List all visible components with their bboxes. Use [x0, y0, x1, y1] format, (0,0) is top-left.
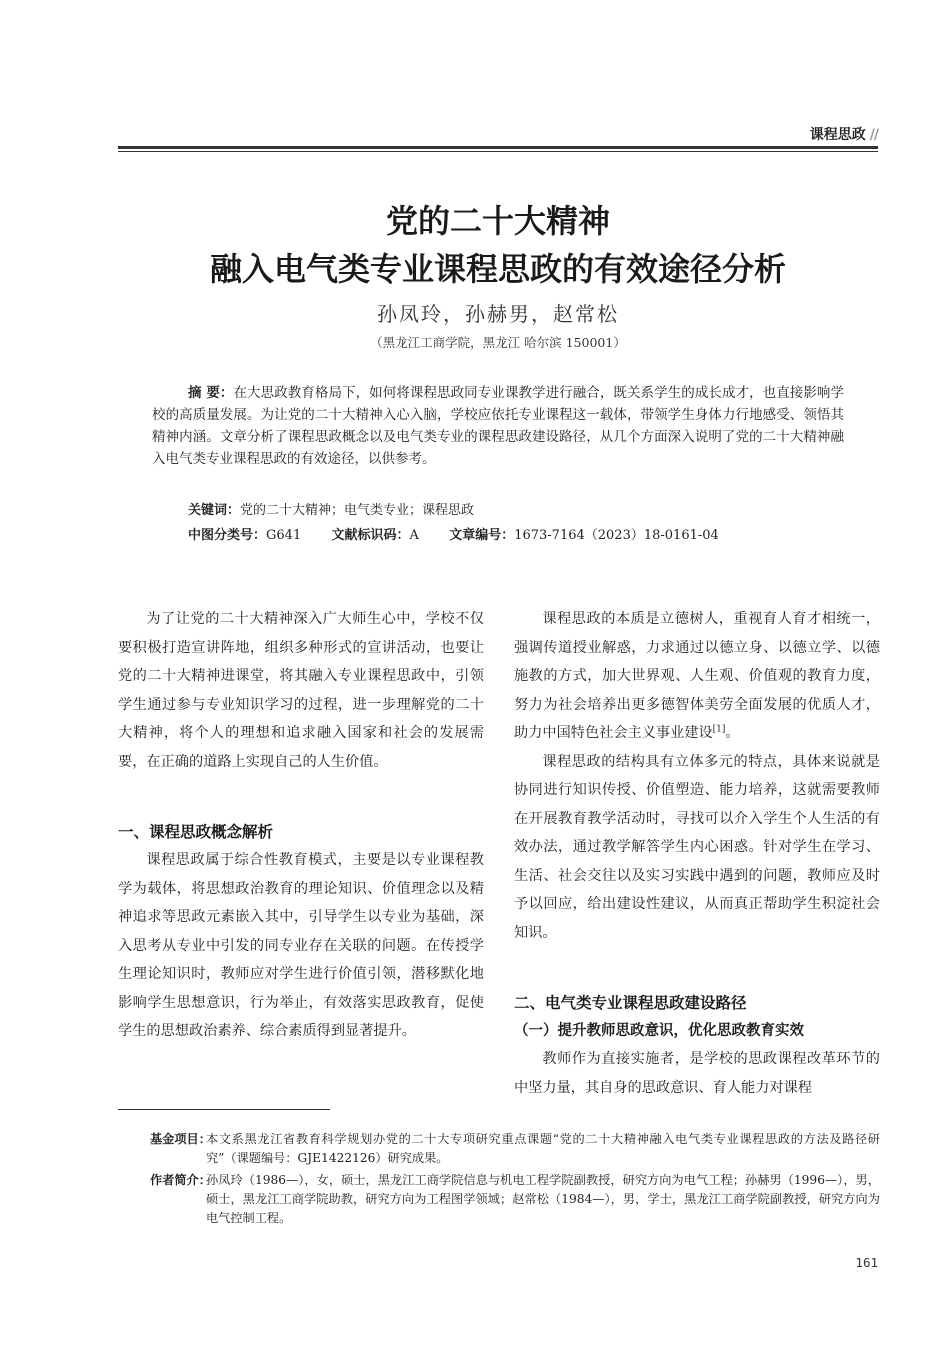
paragraph-end: 。 — [725, 725, 740, 741]
author-bio-label: 作者简介： — [150, 1173, 211, 1187]
clc-value: G641 — [266, 528, 302, 543]
header-rule-thick — [118, 146, 878, 149]
journal-section-tag — [810, 124, 878, 144]
page-number: 161 — [855, 1255, 878, 1270]
section-heading-1: 一、课程思政概念解析 — [118, 823, 274, 841]
footnote-author — [150, 1171, 880, 1228]
paragraph: 课程思政属于综合性教育模式，主要是以专业课程教学为载体，将思想政治教育的理论知识、价值理念以及精神追求等思政元素嵌入其中，引导学生以专业为基础，深入思考从专业中引发的同专业存在关联的问题。在传授学生理论知识时，教师应对学生进行价值引领，潜移默化地影响学生思想意识，行为举止，有效落实思政教育，促使学生的思想政治素养、综合素质得到显著提升。 — [118, 852, 484, 1039]
fund-label: 基金项目： — [150, 1132, 211, 1146]
fund-text: 本文系黑龙江省教育科学规划办党的二十大专项研究重点课题“党的二十大精神融入电气类专业课程思政的方法及路径研究”（课题编号：GJE1422126）研究成果。 — [206, 1132, 880, 1165]
header-rule-thin — [118, 151, 878, 152]
paragraph: 为了让党的二十大精神深入广大师生心中，学校不仅要积极打造宣讲阵地，组织多种形式的宣讲活动，也要让党的二十大精神进课堂，将其融入专业课程思政中，引领学生通过参与专业知识学习的过程，进一步理解党的二十大精神，将个人的理想和追求融入国家和社会的发展需要，在正确的道路上实现自己的人生价值。 — [118, 611, 484, 770]
paragraph — [514, 605, 880, 748]
abstract — [152, 382, 844, 470]
section-slashes: // — [869, 127, 878, 143]
footnote-fund — [150, 1130, 880, 1168]
paragraph: 课程思政的结构具有立体多元的特点，具体来说就是协同进行知识传授、价值塑造、能力培养，这就需要教师在开展教育教学活动时，寻找可以介入学生个人生活的有效办法，通过教学解答学生内心困惑。针对学生在学习、生活、社会交往以及实习实践中遇到的问题，教师应及时予以回应，给出建设性建议，从而真正帮助学生积淀社会知识。 — [514, 753, 880, 941]
abstract-label: 摘 要： — [188, 385, 234, 401]
doc-code-label: 文献标识码： — [331, 528, 410, 543]
clc-label: 中图分类号： — [188, 528, 267, 543]
body-column-right — [514, 605, 880, 1102]
keywords-value: 党的二十大精神；电气类专业；课程思政 — [240, 503, 475, 518]
doc-code-value: A — [409, 528, 419, 543]
footnote-rule — [118, 1109, 330, 1110]
section-name: 课程思政 — [809, 127, 866, 143]
body-column-left — [118, 605, 484, 1046]
classification-line — [188, 524, 719, 543]
article-no-value: 1673-7164（2023）18-0161-04 — [514, 528, 719, 543]
author-bio-text: 孙凤玲（1986—），女，硕士，黑龙江工商学院信息与机电工程学院副教授，研究方向为电气工程；孙赫男（1996—），男，硕士，黑龙江工商学院助教，研究方向为工程图学领域；赵常松（1984—），男，学士，黑龙江工商学院副教授，研究方向为电气控制工程。 — [206, 1173, 880, 1225]
article-title-line1: 党的二十大精神 — [385, 202, 610, 240]
article-authors: 孙凤玲，孙赫男，赵常松 — [377, 302, 619, 326]
subsection-heading-1: （一）提升教师思政意识，优化思政教育实效 — [514, 1023, 804, 1039]
paragraph-text: 课程思政的本质是立德树人，重视育人育才相统一，强调传道授业解惑，力求通过以德立身、以德立学、以德施教的方式，加大世界观、人生观、价值观的教育力度，努力为社会培养出更多德智体美劳全面发展的优质人才，助力中国特色社会主义事业建设 — [514, 611, 880, 741]
keywords — [188, 499, 474, 518]
article-no-label: 文章编号： — [449, 528, 515, 543]
paragraph: 教师作为直接实施者，是学校的思政课程改革环节的中坚力量，其自身的思政意识、育人能力对课程 — [514, 1051, 880, 1096]
article-title-line2: 融入电气类专业课程思政的有效途径分析 — [209, 250, 786, 288]
article-affiliation: （黑龙江工商学院，黑龙江 哈尔滨 150001） — [370, 335, 626, 350]
abstract-text: 在大思政教育格局下，如何将课程思政同专业课教学进行融合，既关系学生的成长成才，也直接影响学校的高质量发展。为让党的二十大精神入心入脑，学校应依托专业课程这一载体，带领学生身体力行地感受、领悟其精神内涵。文章分析了课程思政概念以及电气类专业的课程思政建设路径，从几个方面深入说明了党的二十大精神融入电气类专业课程思政的有效途径，以供参考。 — [152, 385, 845, 467]
keywords-label: 关键词： — [188, 503, 241, 518]
citation-ref: [1] — [712, 724, 726, 735]
section-heading-2: 二、电气类专业课程思政建设路径 — [514, 994, 747, 1012]
